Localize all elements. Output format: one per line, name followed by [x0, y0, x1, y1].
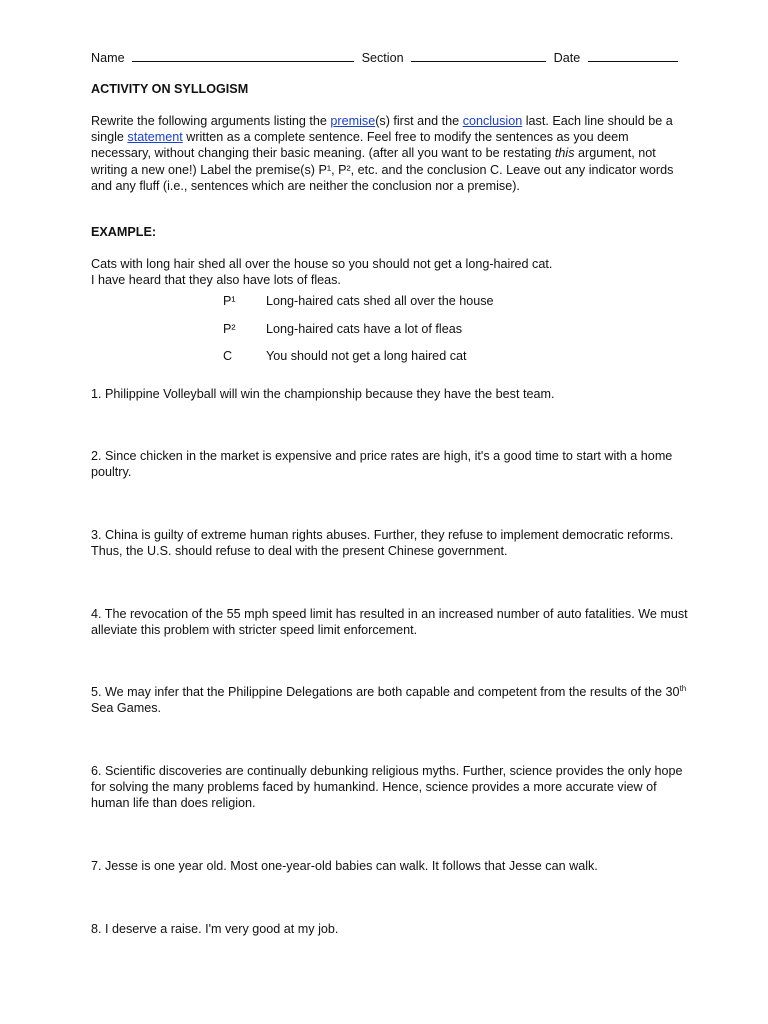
- premise-1-text: Long-haired cats shed all over the house: [266, 294, 494, 308]
- premise-1-label: P¹: [223, 294, 236, 308]
- header-line: [91, 49, 678, 66]
- question-2: 2. Since chicken in the market is expensive and price rates are high, it's a good time to start with a home poultry.: [91, 449, 673, 480]
- premise-2-text: Long-haired cats have a lot of fleas: [266, 322, 463, 336]
- example-line-2: I have heard that they also have lots of fleas.: [91, 273, 341, 287]
- question-3: 3. China is guilty of extreme human rights abuses. Further, they refuse to implement democratic reforms. Thus, the U.S. should refuse to deal with the present Chinese government.: [91, 528, 674, 559]
- instructions-text-4: written as a complete sentence. Feel free to modify the sentences as you deem necessary, without changing their basic meaning. (after all you want to be restating: [91, 130, 629, 161]
- question-4: 4. The revocation of the 55 mph speed limit has resulted in an increased number of auto fatalities. We must alleviate this problem with stricter speed limit enforcement.: [91, 607, 688, 638]
- page-title: ACTIVITY ON SYLLOGISM: [91, 82, 249, 96]
- conclusion-link[interactable]: conclusion: [462, 114, 523, 128]
- statement-link[interactable]: statement: [127, 130, 183, 145]
- question-8: 8. I deserve a raise. I'm very good at my job.: [91, 922, 339, 936]
- instructions-text-3: last. Each line should be a single: [91, 114, 673, 145]
- question-1: 1. Philippine Volleyball will win the championship because they have the best team.: [91, 387, 555, 401]
- question-5-text-1: 5. We may infer that the Philippine Delegations are both capable and competent from the results of the 30: [91, 685, 680, 699]
- example-heading: EXAMPLE:: [91, 225, 157, 239]
- question-5: [91, 684, 691, 716]
- question-5-text-2: Sea Games.: [91, 701, 161, 716]
- premise-link[interactable]: premise: [330, 114, 376, 128]
- conclusion-text: You should not get a long haired cat: [266, 349, 467, 363]
- example-premise-1: [223, 293, 494, 309]
- instructions-text-2: (s) first and the: [375, 114, 463, 128]
- instructions-italic: this: [554, 146, 575, 161]
- example-conclusion: [223, 348, 467, 364]
- section-blank[interactable]: [411, 49, 546, 62]
- conclusion-label: C: [223, 349, 233, 363]
- instructions-text-1: Rewrite the following arguments listing the: [91, 114, 331, 128]
- example-premise-2: [223, 321, 462, 337]
- instructions: [91, 113, 691, 194]
- premise-2-label: P²: [223, 322, 236, 336]
- name-label: Name: [91, 51, 125, 65]
- question-7: 7. Jesse is one year old. Most one-year-old babies can walk. It follows that Jesse can walk.: [91, 859, 598, 873]
- date-label: Date: [553, 51, 581, 65]
- instructions-text-5: argument, not writing a new one!) Label the premise(s) P¹, P², etc. and the conclusion C. Leave out any indicator words and any fluff (i.e., sentences which are neither the conclusion nor a premise).: [91, 146, 674, 193]
- example-line-1: Cats with long hair shed all over the house so you should not get a long-haired cat.: [91, 257, 553, 271]
- question-5-ordinal: th: [679, 684, 687, 693]
- date-blank[interactable]: [588, 49, 678, 62]
- name-blank[interactable]: [132, 49, 354, 62]
- question-6: 6. Scientific discoveries are continually debunking religious myths. Further, science provides the only hope for solving the many problems faced by humankind. Hence, science provides a more accurate view of human life than does religion.: [91, 764, 683, 811]
- section-label: Section: [361, 51, 404, 65]
